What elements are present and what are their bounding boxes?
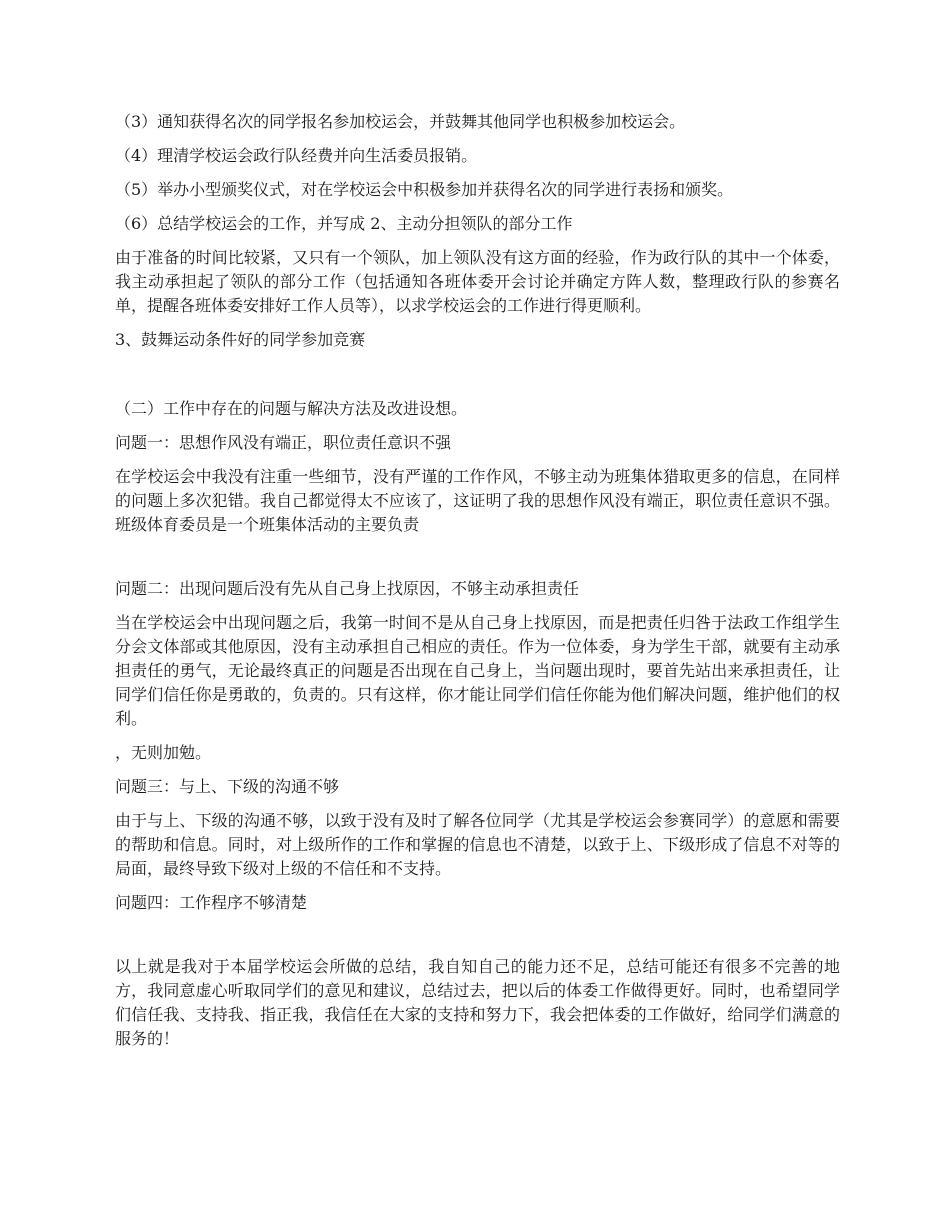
problem-3-title: 问题三：与上、下级的沟通不够 xyxy=(115,777,340,796)
section-heading-problems: （二）工作中存在的问题与解决方法及改进设想。 xyxy=(115,399,468,418)
problem-2-title: 问题二：出现问题后没有先从自己身上找原因，不够主动承担责任 xyxy=(115,579,580,598)
paragraph-lead-work: 由于准备的时间比较紧，又只有一个领队，加上领队没有这方面的经验，作为政行队的其中一个体委，我主动承担起了领队的部分工作（包括通知各班体委开会讨论并确定方阵人数，整理政行队的参赛名单，提醒各班体委安排好工作人员等），以求学校运会的工作进行得更顺利。 xyxy=(115,248,840,315)
problem-3-body: 由于与上、下级的沟通不够，以致于没有及时了解各位同学（尤其是学校运会参赛同学）的意愿和需要的帮助和信息。同时，对上级所作的工作和掌握的信息也不清楚，以致于上、下级形成了信息不对等的局面，最终导致下级对上级的不信任和不支持。 xyxy=(115,811,840,878)
paragraph-encourage: 3、鼓舞运动条件好的同学参加竞赛 xyxy=(115,330,366,349)
list-item-5: （5）举办小型颁奖仪式，对在学校运会中积极参加并获得名次的同学进行表扬和颁奖。 xyxy=(115,180,734,199)
fragment-line: ，无则加勉。 xyxy=(115,743,212,762)
list-item-4: （4）理清学校运会政行队经费并向生活委员报销。 xyxy=(115,146,478,165)
problem-1-body: 在学校运会中我没有注重一些细节，没有严谨的工作作风，不够主动为班集体猎取更多的信息，在同样的问题上多次犯错。我自己都觉得太不应该了，这证明了我的思想作风没有端正，职位责任意识不强。班级体育委员是一个班集体活动的主要负责 xyxy=(115,467,840,534)
document-body xyxy=(115,110,840,1061)
list-item-6: （6）总结学校运会的工作，并写成 2、主动分担领队的部分工作 xyxy=(115,214,573,233)
problem-4-title: 问题四：工作程序不够清楚 xyxy=(115,893,308,912)
list-item-3: （3）通知获得名次的同学报名参加校运会，并鼓舞其他同学也积极参加校运会。 xyxy=(115,112,686,131)
problem-2-body: 当在学校运会中出现问题之后，我第一时间不是从自己身上找原因，而是把责任归咎于法政工作组学生分会文体部或其他原因，没有主动承担自己相应的责任。作为一位体委，身为学生干部，就要有主动承担责任的勇气，无论最终真正的问题是否出现在自己身上，当问题出现时，要首先站出来承担责任，让同学们信任你是勇敢的，负责的。只有这样，你才能让同学们信任你能为他们解决问题，维护他们的权利。 xyxy=(115,613,840,728)
problem-1-title: 问题一：思想作风没有端正，职位责任意识不强 xyxy=(115,433,452,452)
conclusion-paragraph: 以上就是我对于本届学校运会所做的总结，我自知自己的能力还不足，总结可能还有很多不完善的地方，我同意虚心听取同学们的意见和建议，总结过去，把以后的体委工作做得更好。同时，也希望同学们信任我、支持我、指正我，我信任在大家的支持和努力下，我会把体委的工作做好，给同学们满意的服务的！ xyxy=(115,957,840,1048)
